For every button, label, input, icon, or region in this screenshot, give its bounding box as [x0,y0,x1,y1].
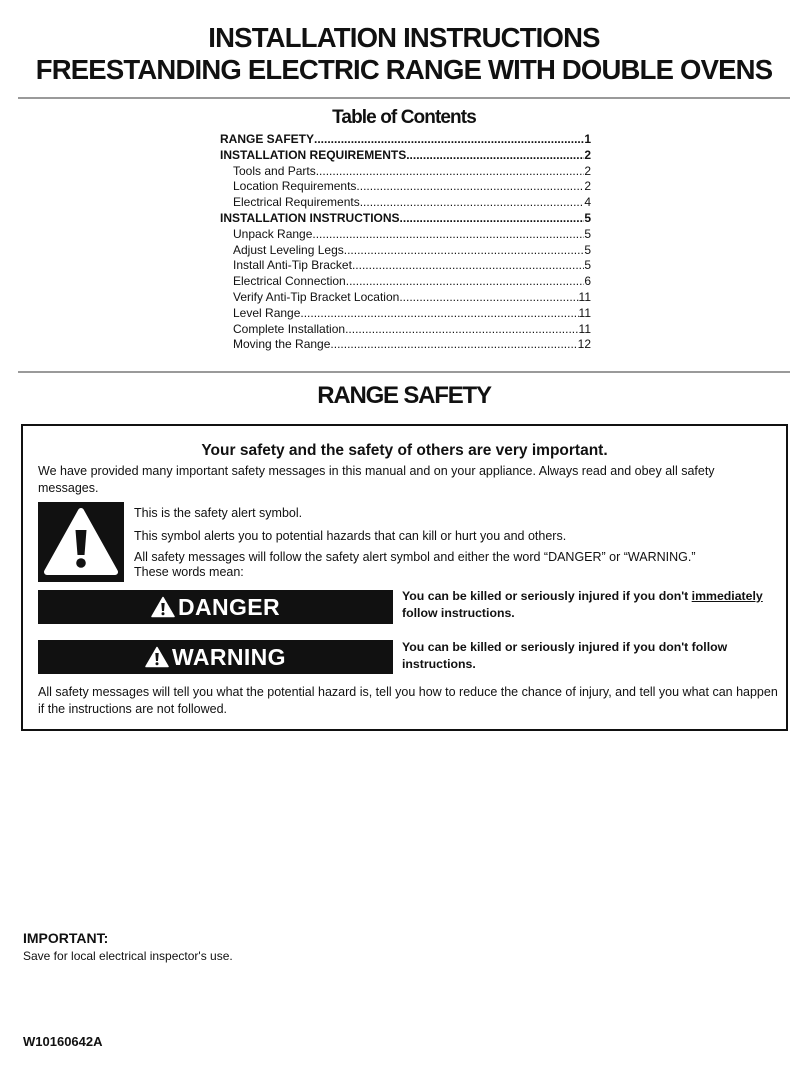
toc-leader-dots [300,306,578,322]
toc-entry-tools-and-parts[interactable] [220,164,591,180]
toc-entry-label: Unpack Range [233,226,313,241]
top-divider [18,97,790,99]
toc-leader-dots [314,132,584,148]
toc-entry-label: INSTALLATION INSTRUCTIONS [220,210,400,225]
toc-entry-page: 2 [584,147,591,162]
range-safety-heading: RANGE SAFETY [317,382,491,409]
danger-description [402,588,780,621]
toc-leader-dots [346,274,585,290]
safety-message-box [21,424,788,731]
toc-entry-electrical-requirements[interactable] [220,195,591,211]
toc-entry-installation-requirements[interactable] [220,148,591,164]
toc-leader-dots [356,179,584,195]
alert-words-mean-line: These words mean: [134,565,244,579]
toc-entry-label: Verify Anti-Tip Bracket Location [233,289,400,304]
toc-leader-dots [399,290,578,306]
title-line-1: INSTALLATION INSTRUCTIONS [208,22,600,53]
toc-entry-installation-instructions[interactable] [220,211,591,227]
document-number: W10160642A [23,1034,103,1049]
table-of-contents [220,132,591,353]
danger-desc-after: follow instructions. [402,605,515,620]
warning-alert-icon [145,646,169,668]
alert-hazard-line: This symbol alerts you to potential hazards that can kill or hurt you and others. [134,529,567,543]
danger-desc-emphasis: immediately [691,589,763,603]
important-label: IMPORTANT: [23,930,109,946]
toc-entry-label: Moving the Range [233,337,331,352]
toc-entry-page: 5 [584,258,591,273]
toc-entry-electrical-connection[interactable] [220,274,591,290]
warning-word: WARNING [172,643,286,670]
safety-alert-icon [38,502,124,582]
toc-entry-page: 1 [584,132,591,146]
toc-entry-page: 5 [584,210,591,225]
toc-entry-label: Adjust Leveling Legs [233,242,344,257]
toc-entry-verify-anti-tip-bracket-location[interactable] [220,290,591,306]
warning-description: You can be killed or seriously injured if you don't follow instructions. [402,640,728,671]
alert-symbol-line: This is the safety alert symbol. [134,506,303,520]
toc-entry-page: 5 [584,226,591,241]
warning-signal-bar [38,640,393,674]
toc-entry-page: 11 [578,289,591,304]
danger-alert-icon [151,596,175,618]
danger-desc-before: You can be killed or seriously injured if you don't [402,589,692,603]
toc-leader-dots [406,148,584,164]
toc-leader-dots [400,211,585,227]
toc-entry-unpack-range[interactable] [220,227,591,243]
toc-leader-dots [352,258,584,274]
toc-entry-label: Electrical Connection [233,274,346,289]
toc-entry-page: 5 [584,242,591,257]
toc-entry-page: 11 [578,321,591,336]
toc-entry-level-range[interactable] [220,306,591,322]
middle-divider [18,371,790,373]
alert-signal-words-line: All safety messages will follow the safety alert symbol and either the word “DANGER” or “WARNING.” [134,550,696,564]
toc-entry-label: Electrical Requirements [233,195,360,210]
toc-entry-page: 12 [577,337,591,352]
toc-entry-page: 4 [584,195,591,210]
danger-word: DANGER [177,593,281,620]
toc-entry-page: 11 [578,305,591,320]
toc-entry-range-safety[interactable] [220,132,591,148]
safety-headline: Your safety and the safety of others are very important. [201,442,608,459]
document-title [0,22,808,86]
safety-closing-text: All safety messages will tell you what the potential hazard is, tell you how to reduce the chance of injury, and tell you what can happen if the instructions are not followed. [38,685,778,716]
toc-entry-complete-installation[interactable] [220,322,591,338]
toc-entry-moving-the-range[interactable] [220,337,591,353]
important-text: Save for local electrical inspector's use. [23,949,233,963]
toc-entry-label: Location Requirements [233,179,357,194]
toc-leader-dots [344,243,585,259]
safety-intro-text: We have provided many important safety messages in this manual and on your appliance. Always read and obey all safety messages. [38,464,715,495]
toc-leader-dots [330,337,577,353]
toc-leader-dots [345,322,578,338]
toc-leader-dots [316,164,585,180]
toc-entry-label: Level Range [233,305,301,320]
toc-entry-label: Complete Installation [233,321,346,336]
danger-signal-bar [38,590,393,624]
title-line-2: FREESTANDING ELECTRIC RANGE WITH DOUBLE OVENS [35,54,773,85]
toc-entry-page: 2 [584,163,591,178]
toc-leader-dots [312,227,584,243]
toc-entry-adjust-leveling-legs[interactable] [220,243,591,259]
toc-entry-page: 6 [584,274,591,289]
toc-entry-label: RANGE SAFETY [220,132,315,146]
toc-entry-install-anti-tip-bracket[interactable] [220,258,591,274]
toc-entry-label: Install Anti-Tip Bracket [233,258,352,273]
toc-heading: Table of Contents [332,107,476,128]
toc-entry-label: Tools and Parts [233,163,316,178]
toc-leader-dots [360,195,585,211]
toc-entry-page: 2 [584,179,591,194]
toc-entry-label: INSTALLATION REQUIREMENTS [220,147,407,162]
toc-entry-location-requirements[interactable] [220,179,591,195]
